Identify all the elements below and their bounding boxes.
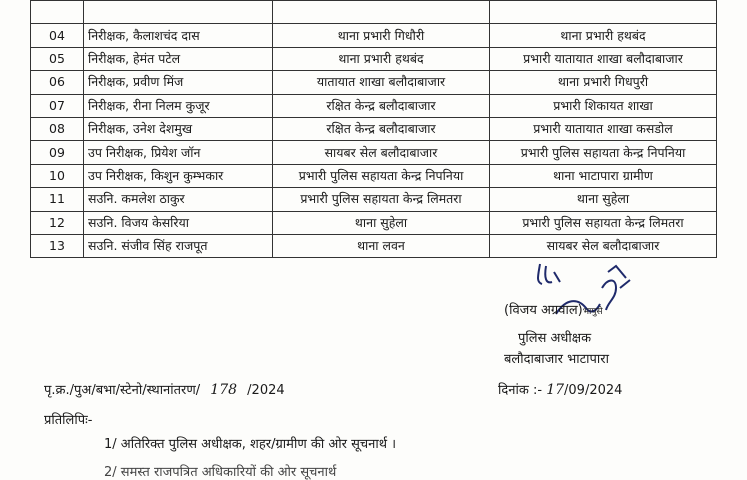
reference-line [44,380,285,398]
table-row [31,47,717,70]
date-line [498,380,622,398]
from-post-cell: रक्षित केन्द्र बलौदाबाजार [273,117,490,140]
to-post-cell: थाना भाटापारा ग्रामीण [490,164,717,187]
serial-cell: 12 [31,211,84,234]
transfer-table [30,0,717,258]
from-post-cell: थाना प्रभारी हथबंद [273,47,490,70]
serial-cell: 11 [31,188,84,211]
reference-year: /2024 [247,383,285,398]
table-row [31,211,717,234]
serial-cell: 04 [31,24,84,47]
from-post-cell: रक्षित केन्द्र बलौदाबाजार [273,94,490,117]
table-row [31,71,717,94]
to-post-cell: प्रभारी शिकायत शाखा [490,94,717,117]
name-cell: निरीक्षक, रीना निलम कुजूर [84,94,273,117]
reference-prefix: पृ.क्र./पुअ/बभा/स्टेनो/स्थानांतरण/ [44,383,201,398]
officer-name-text: (विजय अग्रवाल) [504,303,583,318]
name-cell: सउनि. संजीव सिंह राजपूत [84,234,273,257]
from-post-cell: सायबर सेल बलौदाबाजार [273,141,490,164]
name-cell: सउनि. विजय केसरिया [84,211,273,234]
from-post-cell: थाना प्रभारी गिधौरी [273,24,490,47]
to-post-cell: प्रभारी पुलिस सहायता केन्द्र निपनिया [490,141,717,164]
officer-place: बलौदाबाजार भाटापारा [504,352,609,367]
to-post-cell: थाना सुहेला [490,188,717,211]
table-row [31,188,717,211]
table-row [31,234,717,257]
name-cell: निरीक्षक, हेमंत पटेल [84,47,273,70]
name-cell: निरीक्षक, कैलाशचंद दास [84,24,273,47]
serial-cell: 10 [31,164,84,187]
copy-to-label: प्रतिलिपिः- [44,413,93,428]
serial-cell: 07 [31,94,84,117]
table-row [31,24,717,47]
table-row [31,117,717,140]
reference-number: 178 [210,382,238,398]
from-post-cell: प्रभारी पुलिस सहायता केन्द्र लिमतरा [273,188,490,211]
to-post-cell: प्रभारी पुलिस सहायता केन्द्र लिमतरा [490,211,717,234]
date-rest: /09/2024 [564,383,623,398]
serial-cell: 13 [31,234,84,257]
name-cell: सउनि. कमलेश ठाकुर [84,188,273,211]
from-post-cell: प्रभारी पुलिस सहायता केन्द्र निपनिया [273,164,490,187]
table-row [31,94,717,117]
to-post-cell: थाना प्रभारी गिधपुरी [490,71,717,94]
table-row [31,164,717,187]
transfer-table-body [31,1,717,258]
officer-service-suffix: भापुसे [582,307,603,317]
to-post-cell: सायबर सेल बलौदाबाजार [490,234,717,257]
name-cell: निरीक्षक, प्रवीण मिंज [84,71,273,94]
copy-item-2-partial: 2/ समस्त राजपत्रित अधिकारियों की ओर सूचनार्थ [104,465,337,480]
to-post-cell: प्रभारी यातायात शाखा बलौदाबाजार [490,47,717,70]
table-row-partial [31,1,717,24]
name-cell: उप निरीक्षक, प्रियेश जॉन [84,141,273,164]
to-post-cell: थाना प्रभारी हथबंद [490,24,717,47]
serial-cell: 08 [31,117,84,140]
from-post-cell: यातायात शाखा बलौदाबाजार [273,71,490,94]
from-post-cell: थाना सुहेला [273,211,490,234]
serial-cell: 05 [31,47,84,70]
name-cell: उप निरीक्षक, किशुन कुम्भकार [84,164,273,187]
officer-title: पुलिस अधीक्षक [518,331,592,346]
to-post-cell: प्रभारी यातायात शाखा कसडोल [490,117,717,140]
serial-cell: 06 [31,71,84,94]
table-row [31,141,717,164]
copy-item-1: 1/ अतिरिक्त पुलिस अधीक्षक, शहर/ग्रामीण की ओर सूचनार्थ । [104,437,397,452]
date-label: दिनांक :- [498,383,543,398]
officer-name [504,300,603,318]
from-post-cell: थाना लवन [273,234,490,257]
name-cell: निरीक्षक, उनेश देशमुख [84,117,273,140]
serial-cell: 09 [31,141,84,164]
date-day: 17 [546,382,565,398]
